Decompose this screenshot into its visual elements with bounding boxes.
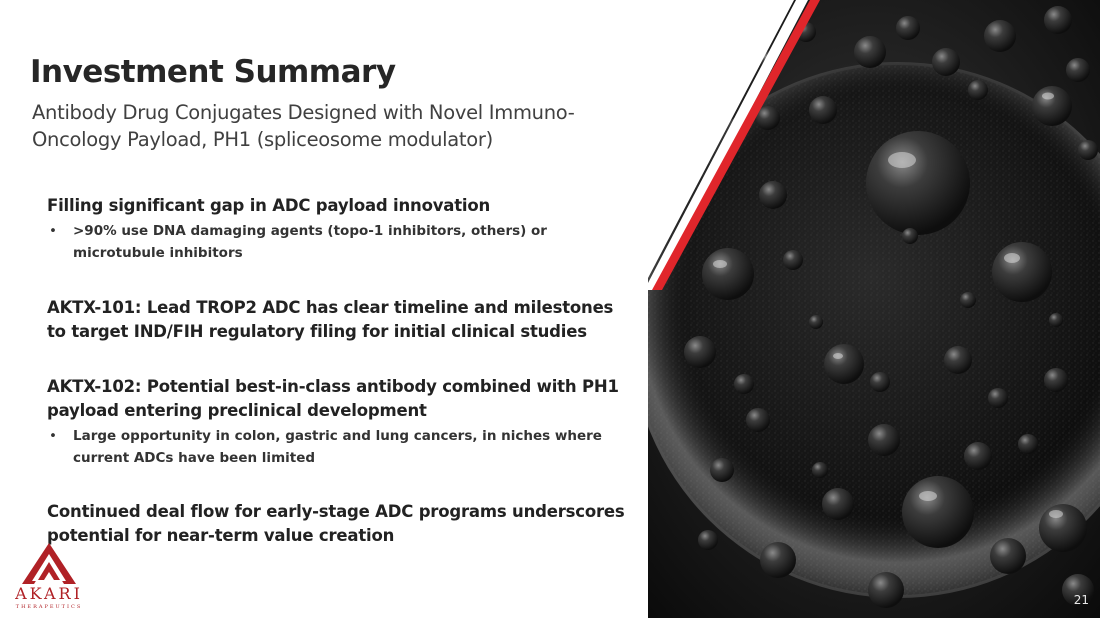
section-heading: Continued deal flow for early-stage ADC programs underscores potential for near-term value creation (47, 502, 625, 545)
bullet-list (47, 425, 637, 469)
bullet-item (47, 220, 637, 264)
logo-wordmark: AKARI (15, 584, 83, 603)
bullet-dot-icon: • (49, 428, 57, 444)
logo-tagline: THERAPEUTICS (15, 604, 83, 610)
section-heading: Filling significant gap in ADC payload innovation (47, 196, 491, 215)
section-heading: AKTX-102: Potential best-in-class antibody combined with PH1 payload entering preclinical development (47, 377, 619, 420)
bullet-item (47, 425, 637, 469)
summary-section-4 (47, 500, 637, 548)
slide-title: Investment Summary (30, 54, 396, 90)
bullet-dot-icon: • (49, 223, 57, 239)
page-number: 21 (1073, 593, 1089, 607)
bullet-list (47, 220, 637, 264)
bullet-text: >90% use DNA damaging agents (topo-1 inhibitors, others) or microtubule inhibitors (73, 223, 547, 261)
slide-subtitle: Antibody Drug Conjugates Designed with Novel Immuno-Oncology Payload, PH1 (spliceosome modulator) (32, 101, 575, 151)
akari-logo (10, 540, 88, 612)
akari-mountain-icon (10, 540, 88, 584)
summary-section-3 (47, 375, 637, 469)
section-heading: AKTX-101: Lead TROP2 ADC has clear timeline and milestones to target IND/FIH regulatory filing for initial clinical studies (47, 298, 614, 341)
summary-content (47, 194, 637, 548)
summary-section-1 (47, 194, 637, 264)
hero-cell-image (648, 0, 1100, 618)
bullet-text: Large opportunity in colon, gastric and lung cancers, in niches where current ADCs have been limited (73, 428, 602, 466)
summary-section-2 (47, 296, 637, 344)
